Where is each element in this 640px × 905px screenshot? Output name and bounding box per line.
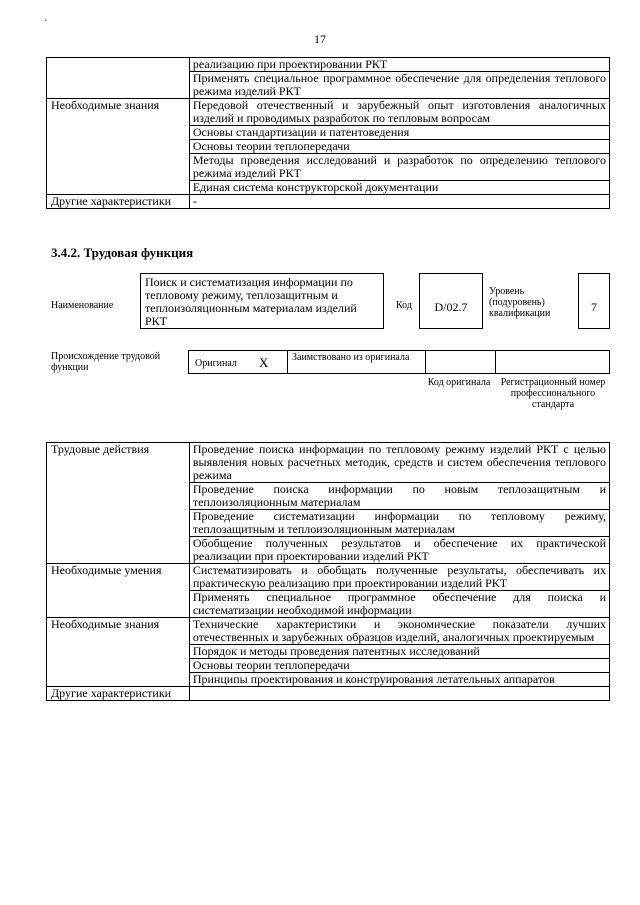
origin-divider	[287, 350, 288, 374]
function-name-box: Поиск и систематизация информации по тепловому режиму, теплозащитным и теплоизоляционным материалам изделий РКТ	[140, 273, 384, 329]
reg-caption: Регистрационный номер профессионального стандарта	[500, 377, 606, 410]
top-row-item: Передовой отечественный и зарубежный опыт изготовления аналогичных изделий и проводимых разработок по тепловым вопросам	[189, 99, 609, 126]
level-label: Уровень (подуровень) квалификации	[489, 286, 551, 319]
borrowed-label: Заимствовано из оригинала	[292, 352, 410, 363]
table-row-item: Применять специальное программное обеспечение для поиска и систематизации необходимой информации	[189, 591, 609, 618]
top-row-label-knowledge: Необходимые знания	[47, 99, 190, 195]
top-row-item: Применять специальное программное обеспечение для определения теплового режима изделий РКТ	[189, 72, 609, 99]
table-row-item: Систематизировать и обобщать полученные результаты, обеспечивать их практическую реализацию при проектировании изделий РКТ	[189, 564, 609, 591]
code-label: Код	[396, 300, 412, 311]
row-label-actions: Трудовые действия	[47, 443, 190, 564]
top-requirements-table	[46, 57, 610, 209]
table-row-item: Обобщение полученных результатов и обеспечение их практической реализации при проектировании изделий РКТ	[189, 537, 609, 564]
function-code-box: D/02.7	[419, 273, 483, 329]
table-row-item: Технические характеристики и экономические показатели лучших отечественных и зарубежных образцов изделий, аналогичных проектируемым	[189, 618, 609, 645]
table-row-item	[189, 687, 609, 701]
level-value-box: 7	[578, 273, 610, 329]
top-row-label-continued	[47, 58, 190, 99]
top-row-item: -	[189, 195, 609, 209]
code-caption: Код оригинала	[427, 377, 491, 388]
page-number: 17	[314, 32, 326, 46]
top-row-item: Основы теории теплопередачи	[189, 140, 609, 154]
corner-mark: ·	[44, 16, 48, 27]
table-row-item: Порядок и методы проведения патентных исследований	[189, 645, 609, 659]
origin-row	[188, 350, 610, 374]
main-function-table	[46, 442, 610, 701]
section-title: 3.4.2. Трудовая функция	[51, 245, 194, 260]
origin-label: Происхождение трудовой функции	[51, 351, 161, 373]
top-row-item: реализацию при проектировании РКТ	[189, 58, 609, 72]
table-row-item: Основы теории теплопередачи	[189, 659, 609, 673]
table-row-item: Проведение поиска информации по тепловому режиму изделий РКТ с целью выявления новых расчетных методик, средств и систем обеспечения теплового режима	[189, 443, 609, 483]
row-label-knowledge: Необходимые знания	[47, 618, 190, 687]
top-row-item: Основы стандартизации и патентоведения	[189, 126, 609, 140]
top-row-item: Методы проведения исследований и разработок по определению теплового режима изделий РКТ	[189, 154, 609, 181]
origin-divider	[495, 350, 496, 374]
row-label-skills: Необходимые умения	[47, 564, 190, 618]
top-row-item: Единая система конструкторской документации	[189, 181, 609, 195]
origin-divider	[425, 350, 426, 374]
table-row-item: Принципы проектирования и конструирования летательных аппаратов	[189, 673, 609, 687]
table-row-item: Проведение поиска информации по новым теплозащитным и теплоизоляционным материалам	[189, 483, 609, 510]
original-label: Оригинал	[195, 358, 237, 369]
original-mark: X	[259, 355, 269, 370]
name-label: Наименование	[51, 300, 114, 311]
table-row-item: Проведение систематизации информации по тепловому режиму, теплозащитным и теплоизоляционным материалам	[189, 510, 609, 537]
row-label-other: Другие характеристики	[47, 687, 190, 701]
top-row-label-other: Другие характеристики	[47, 195, 190, 209]
